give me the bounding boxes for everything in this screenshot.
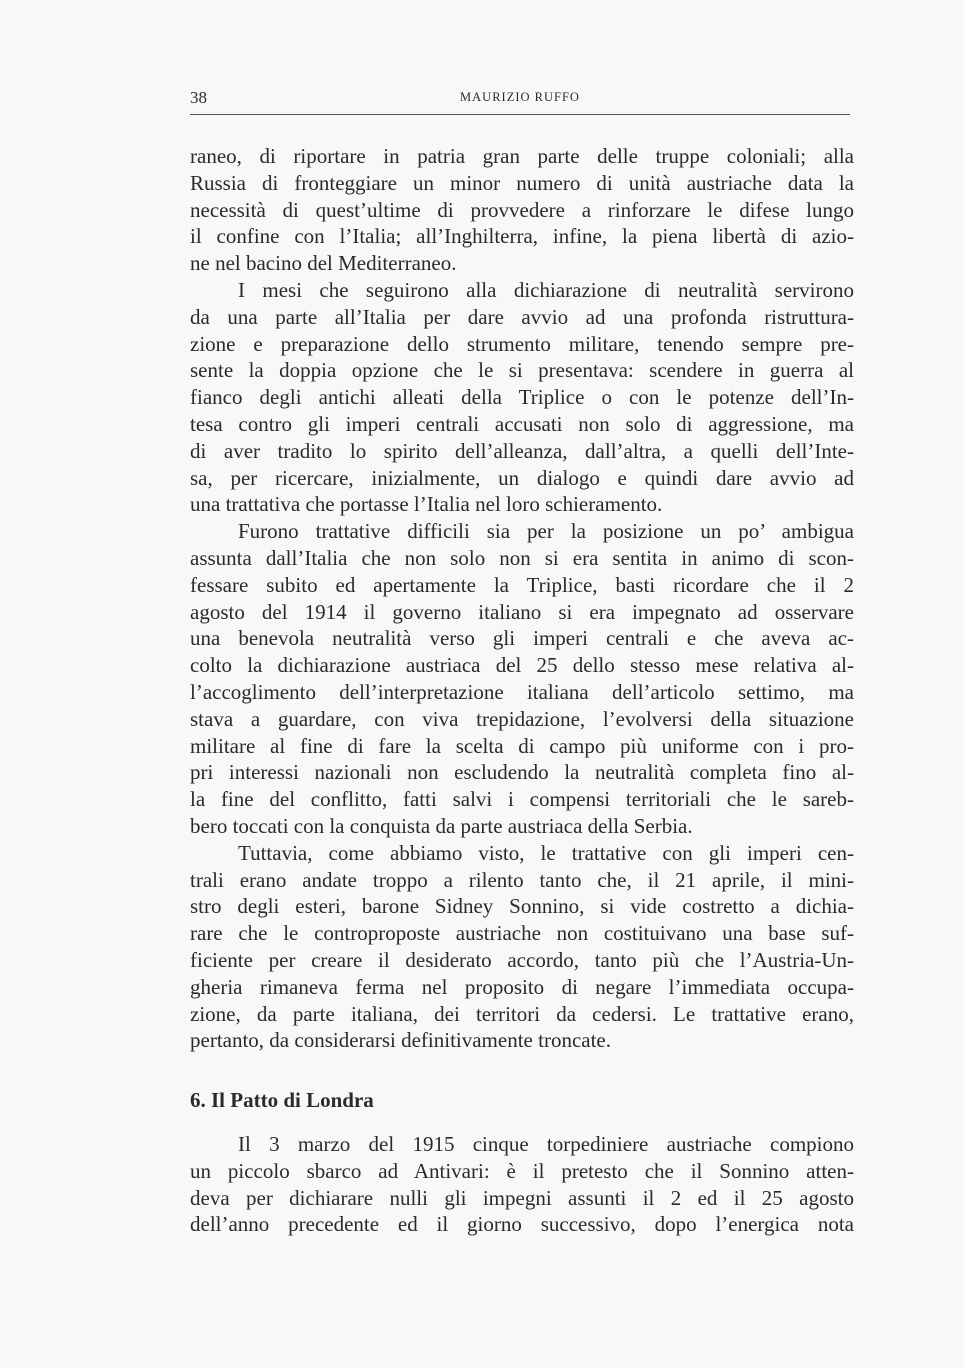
running-head: MAURIZIO RUFFO xyxy=(460,90,580,104)
text-line: dell’anno precedente ed il giorno successivo, dopo l’energica nota xyxy=(190,1212,854,1237)
text-line: ne nel bacino del Mediterraneo. xyxy=(190,251,457,276)
text-line: di aver tradito lo spirito dell’alleanza, dall’altra, a quelli dell’Inte- xyxy=(190,438,854,463)
text-line: militare al fine di fare la scelta di campo più uniforme con i pro- xyxy=(190,733,854,758)
text-line: la fine del conflitto, fatti salvi i compensi territoriali che le sareb- xyxy=(190,787,854,812)
text-line: pri interessi nazionali non escludendo la neutralità completa fino al- xyxy=(190,760,854,785)
text-line: Tuttavia, come abbiamo visto, le trattative con gli imperi cen- xyxy=(238,840,854,865)
text-line: zione e preparazione dello strumento militare, tenendo sempre pre- xyxy=(190,331,854,356)
text-line: una benevola neutralità verso gli imperi centrali e che aveva ac- xyxy=(190,626,854,651)
text-line: Russia di fronteggiare un minor numero di unità austriache data la xyxy=(190,170,854,195)
section-body-text xyxy=(190,1131,854,1238)
text-line: un piccolo sbarco ad Antivari: è il pretesto che il Sonnino atten- xyxy=(190,1158,854,1183)
text-line: trali erano andate troppo a rilento tanto che, il 21 aprile, il mini- xyxy=(190,867,854,892)
text-line: raneo, di riportare in patria gran parte delle truppe coloniali; alla xyxy=(190,144,854,168)
text-line: zione, da parte italiana, dei territori da cedersi. Le trattative erano, xyxy=(190,1001,854,1026)
text-line: una trattativa che portasse l’Italia nel loro schieramento. xyxy=(190,492,663,517)
text-line: Furono trattative difficili sia per la posizione un po’ ambigua xyxy=(238,519,854,544)
text-line: colto la dichiarazione austriaca del 25 dello stesso mese relativa al- xyxy=(190,653,854,678)
text-line: agosto del 1914 il governo italiano si era impegnato ad osservare xyxy=(190,599,854,624)
text-line: sente la doppia opzione che le si presentava: scendere in guerra al xyxy=(190,358,854,383)
text-line: il confine con l’Italia; all’Inghilterra, infine, la piena libertà di azio- xyxy=(190,224,854,249)
text-line: bero toccati con la conquista da parte austriaca della Serbia. xyxy=(190,813,693,838)
text-line: sa, per ricercare, inizialmente, un dialogo e quindi dare avvio ad xyxy=(190,465,854,490)
text-line: ficiente per creare il desiderato accordo, tanto più che l’Austria-Un- xyxy=(190,947,854,972)
text-line: stava a guardare, con viva trepidazione, l’evolversi della situazione xyxy=(190,706,854,731)
text-line: I mesi che seguirono alla dichiarazione di neutralità servirono xyxy=(238,277,854,302)
page-header xyxy=(190,88,850,115)
text-line: l’accoglimento dell’interpretazione italiana dell’articolo settimo, ma xyxy=(190,679,854,704)
text-line: gheria rimaneva ferma nel proposito di negare l’immediata occupa- xyxy=(190,974,854,999)
section-heading: 6. Il Patto di Londra xyxy=(190,1088,374,1112)
text-line: pertanto, da considerarsi definitivamente troncate. xyxy=(190,1028,611,1053)
text-line: deva per dichiarare nulli gli impegni assunti il 2 ed il 25 agosto xyxy=(190,1185,854,1210)
body-text xyxy=(190,143,854,1054)
text-line: fessare subito ed apertamente la Triplice, basti ricordare che il 2 xyxy=(190,572,854,597)
text-line: fianco degli antichi alleati della Triplice o con le potenze dell’In- xyxy=(190,385,854,410)
text-line: Il 3 marzo del 1915 cinque torpediniere austriache compiono xyxy=(238,1132,854,1156)
text-line: rare che le controproposte austriache non costituivano una base suf- xyxy=(190,921,854,946)
page-number: 38 xyxy=(190,88,207,107)
text-line: tesa contro gli imperi centrali accusati non solo di aggressione, ma xyxy=(190,411,854,436)
text-line: stro degli esteri, barone Sidney Sonnino, si vide costretto a dichia- xyxy=(190,894,854,919)
text-line: assunta dall’Italia che non solo non si era sentita in animo di scon- xyxy=(190,545,854,570)
text-line: da una parte all’Italia per dare avvio ad una profonda ristruttura- xyxy=(190,304,854,329)
text-line: necessità di quest’ultime di provvedere a rinforzare le difese lungo xyxy=(190,197,854,222)
